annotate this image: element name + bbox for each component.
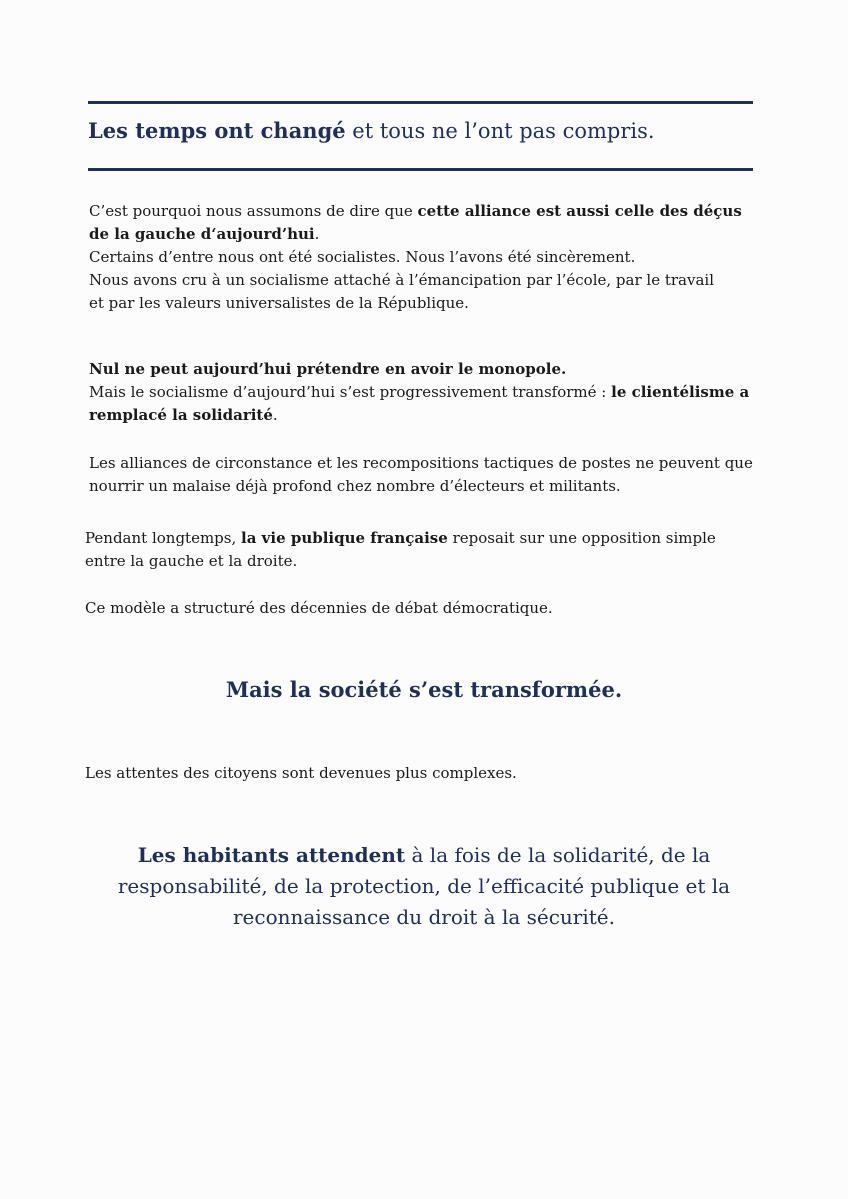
- paragraph-alliance: [89, 200, 742, 315]
- paragraph-line: [89, 358, 749, 381]
- headline: [88, 118, 753, 143]
- bottom-rule: [88, 168, 753, 171]
- paragraph-line: [89, 200, 742, 223]
- paragraph-vie-publique: [85, 527, 716, 573]
- paragraph-line: Les alliances de circonstance et les recompositions tactiques de postes ne peuvent que: [89, 454, 753, 472]
- paragraph-line: entre la gauche et la droite.: [85, 552, 298, 570]
- paragraph-line: Ce modèle a structuré des décennies de débat démocratique.: [85, 599, 553, 617]
- closing-line: [70, 840, 778, 871]
- paragraph-monopole: [89, 358, 749, 427]
- paragraph-modele: [85, 597, 553, 620]
- paragraph-line: et par les valeurs universalistes de la République.: [89, 294, 469, 312]
- bold-span: Les habitants attendent: [137, 843, 406, 867]
- top-rule: [88, 101, 753, 104]
- text-span: reposait sur une opposition simple: [447, 529, 716, 547]
- headline-bold: Les temps ont changé: [88, 118, 346, 143]
- paragraph-line: Nous avons cru à un socialisme attaché à l’émancipation par l’école, par le travail: [89, 271, 714, 289]
- bold-span: Nul ne peut aujourd’hui prétendre en avoir le monopole.: [89, 360, 567, 378]
- paragraph-alliances: [89, 452, 753, 498]
- paragraph-line: [89, 404, 749, 427]
- bold-span: de la gauche d‘aujourd’hui: [89, 225, 315, 243]
- section-title: Mais la société s’est transformée.: [225, 677, 623, 702]
- paragraph-line: Les attentes des citoyens sont devenues plus complexes.: [85, 764, 517, 782]
- text-span: C’est pourquoi nous assumons de dire que: [89, 202, 418, 220]
- text-span: .: [314, 225, 320, 243]
- text-span: Pendant longtemps,: [85, 529, 242, 547]
- paragraph-line: [85, 527, 716, 550]
- closing-line: reconnaissance du droit à la sécurité.: [232, 905, 615, 929]
- paragraph-line: [89, 381, 749, 404]
- text-span: Mais le socialisme d’aujourd’hui s’est progressivement transformé :: [89, 383, 612, 401]
- closing-line: responsabilité, de la protection, de l’efficacité publique et la: [117, 874, 731, 898]
- paragraph-attentes: [85, 762, 517, 785]
- closing-statement: [70, 840, 778, 933]
- bold-span: remplacé la solidarité: [89, 406, 273, 424]
- paragraph-line: [89, 223, 742, 246]
- bold-span: cette alliance est aussi celle des déçus: [417, 202, 742, 220]
- paragraph-line: Certains d’entre nous ont été socialistes. Nous l’avons été sincèrement.: [89, 248, 636, 266]
- bold-span: le clientélisme a: [611, 383, 750, 401]
- bold-span: la vie publique française: [241, 529, 448, 547]
- headline-rest: et tous ne l’ont pas compris.: [345, 119, 655, 143]
- paragraph-line: nourrir un malaise déjà profond chez nombre d’électeurs et militants.: [89, 477, 621, 495]
- text-span: .: [272, 406, 278, 424]
- text-span: à la fois de la solidarité, de la: [405, 843, 711, 867]
